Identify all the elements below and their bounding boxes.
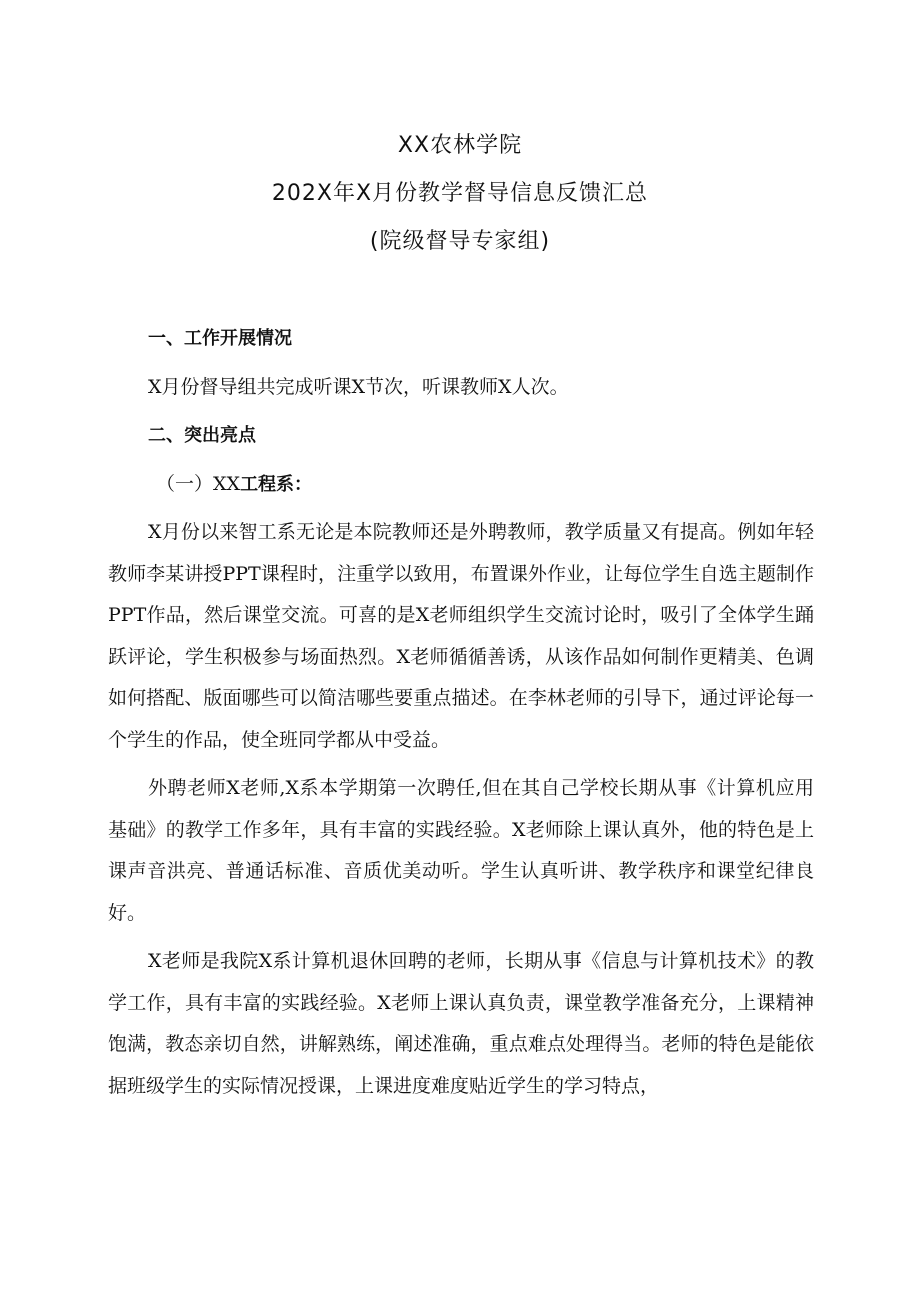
document-title bbox=[0, 122, 920, 266]
paragraph-work-summary: X月份督导组共完成听课X节次，听课教师X人次。 bbox=[148, 375, 569, 398]
title-group: (院级督导专家组) bbox=[369, 229, 551, 254]
title-report: 202X年X月份教学督导信息反馈汇总 bbox=[271, 181, 649, 206]
document-body bbox=[108, 318, 814, 1114]
sub-heading-engineering bbox=[108, 464, 814, 506]
paragraph: X老师是我院X系计算机退休回聘的老师，长期从事《信息与计算机技术》的教学工作，具有丰富的实践经验。X老师上课认真负责，课堂教学准备充分，上课精神饱满，教态亲切自然，讲解熟练，阐述准确，重点难点处理得当。老师的特色是能依据班级学生的实际情况授课，上课进度难度贴近学生的学习特点， bbox=[108, 950, 814, 1097]
paragraph: 外聘老师X老师,X系本学期第一次聘任,但在其自己学校长期从事《计算机应用基础》的教学工作多年，具有丰富的实践经验。X老师除上课认真外，他的特色是上课声音洪亮、普通话标准、音质优美动听。学生认真听讲、教学秩序和课堂纪律良好。 bbox=[108, 777, 814, 924]
title-college: XX农林学院 bbox=[397, 133, 523, 158]
section-heading-highlights: 二、突出亮点 bbox=[148, 425, 256, 446]
sub-heading-prefix: （一）XX bbox=[156, 472, 241, 495]
sub-heading-label: 工程系： bbox=[240, 473, 313, 495]
section-heading-work: 一、工作开展情况 bbox=[148, 328, 292, 349]
paragraph: X月份以来智工系无论是本院教师还是外聘教师，教学质量又有提高。例如年轻教师李某讲授PPT课程时，注重学以致用，布置课外作业，让每位学生自选主题制作PPT作品，然后课堂交流。可喜的是X老师组织学生交流讨论时，吸引了全体学生踊跃评论，学生积极参与场面热烈。X老师循循善诱，从该作品如何制作更精美、色调如何搭配、版面哪些可以简洁哪些要重点描述。在李林老师的引导下，通过评论每一个学生的作品，使全班同学都从中受益。 bbox=[108, 521, 814, 751]
